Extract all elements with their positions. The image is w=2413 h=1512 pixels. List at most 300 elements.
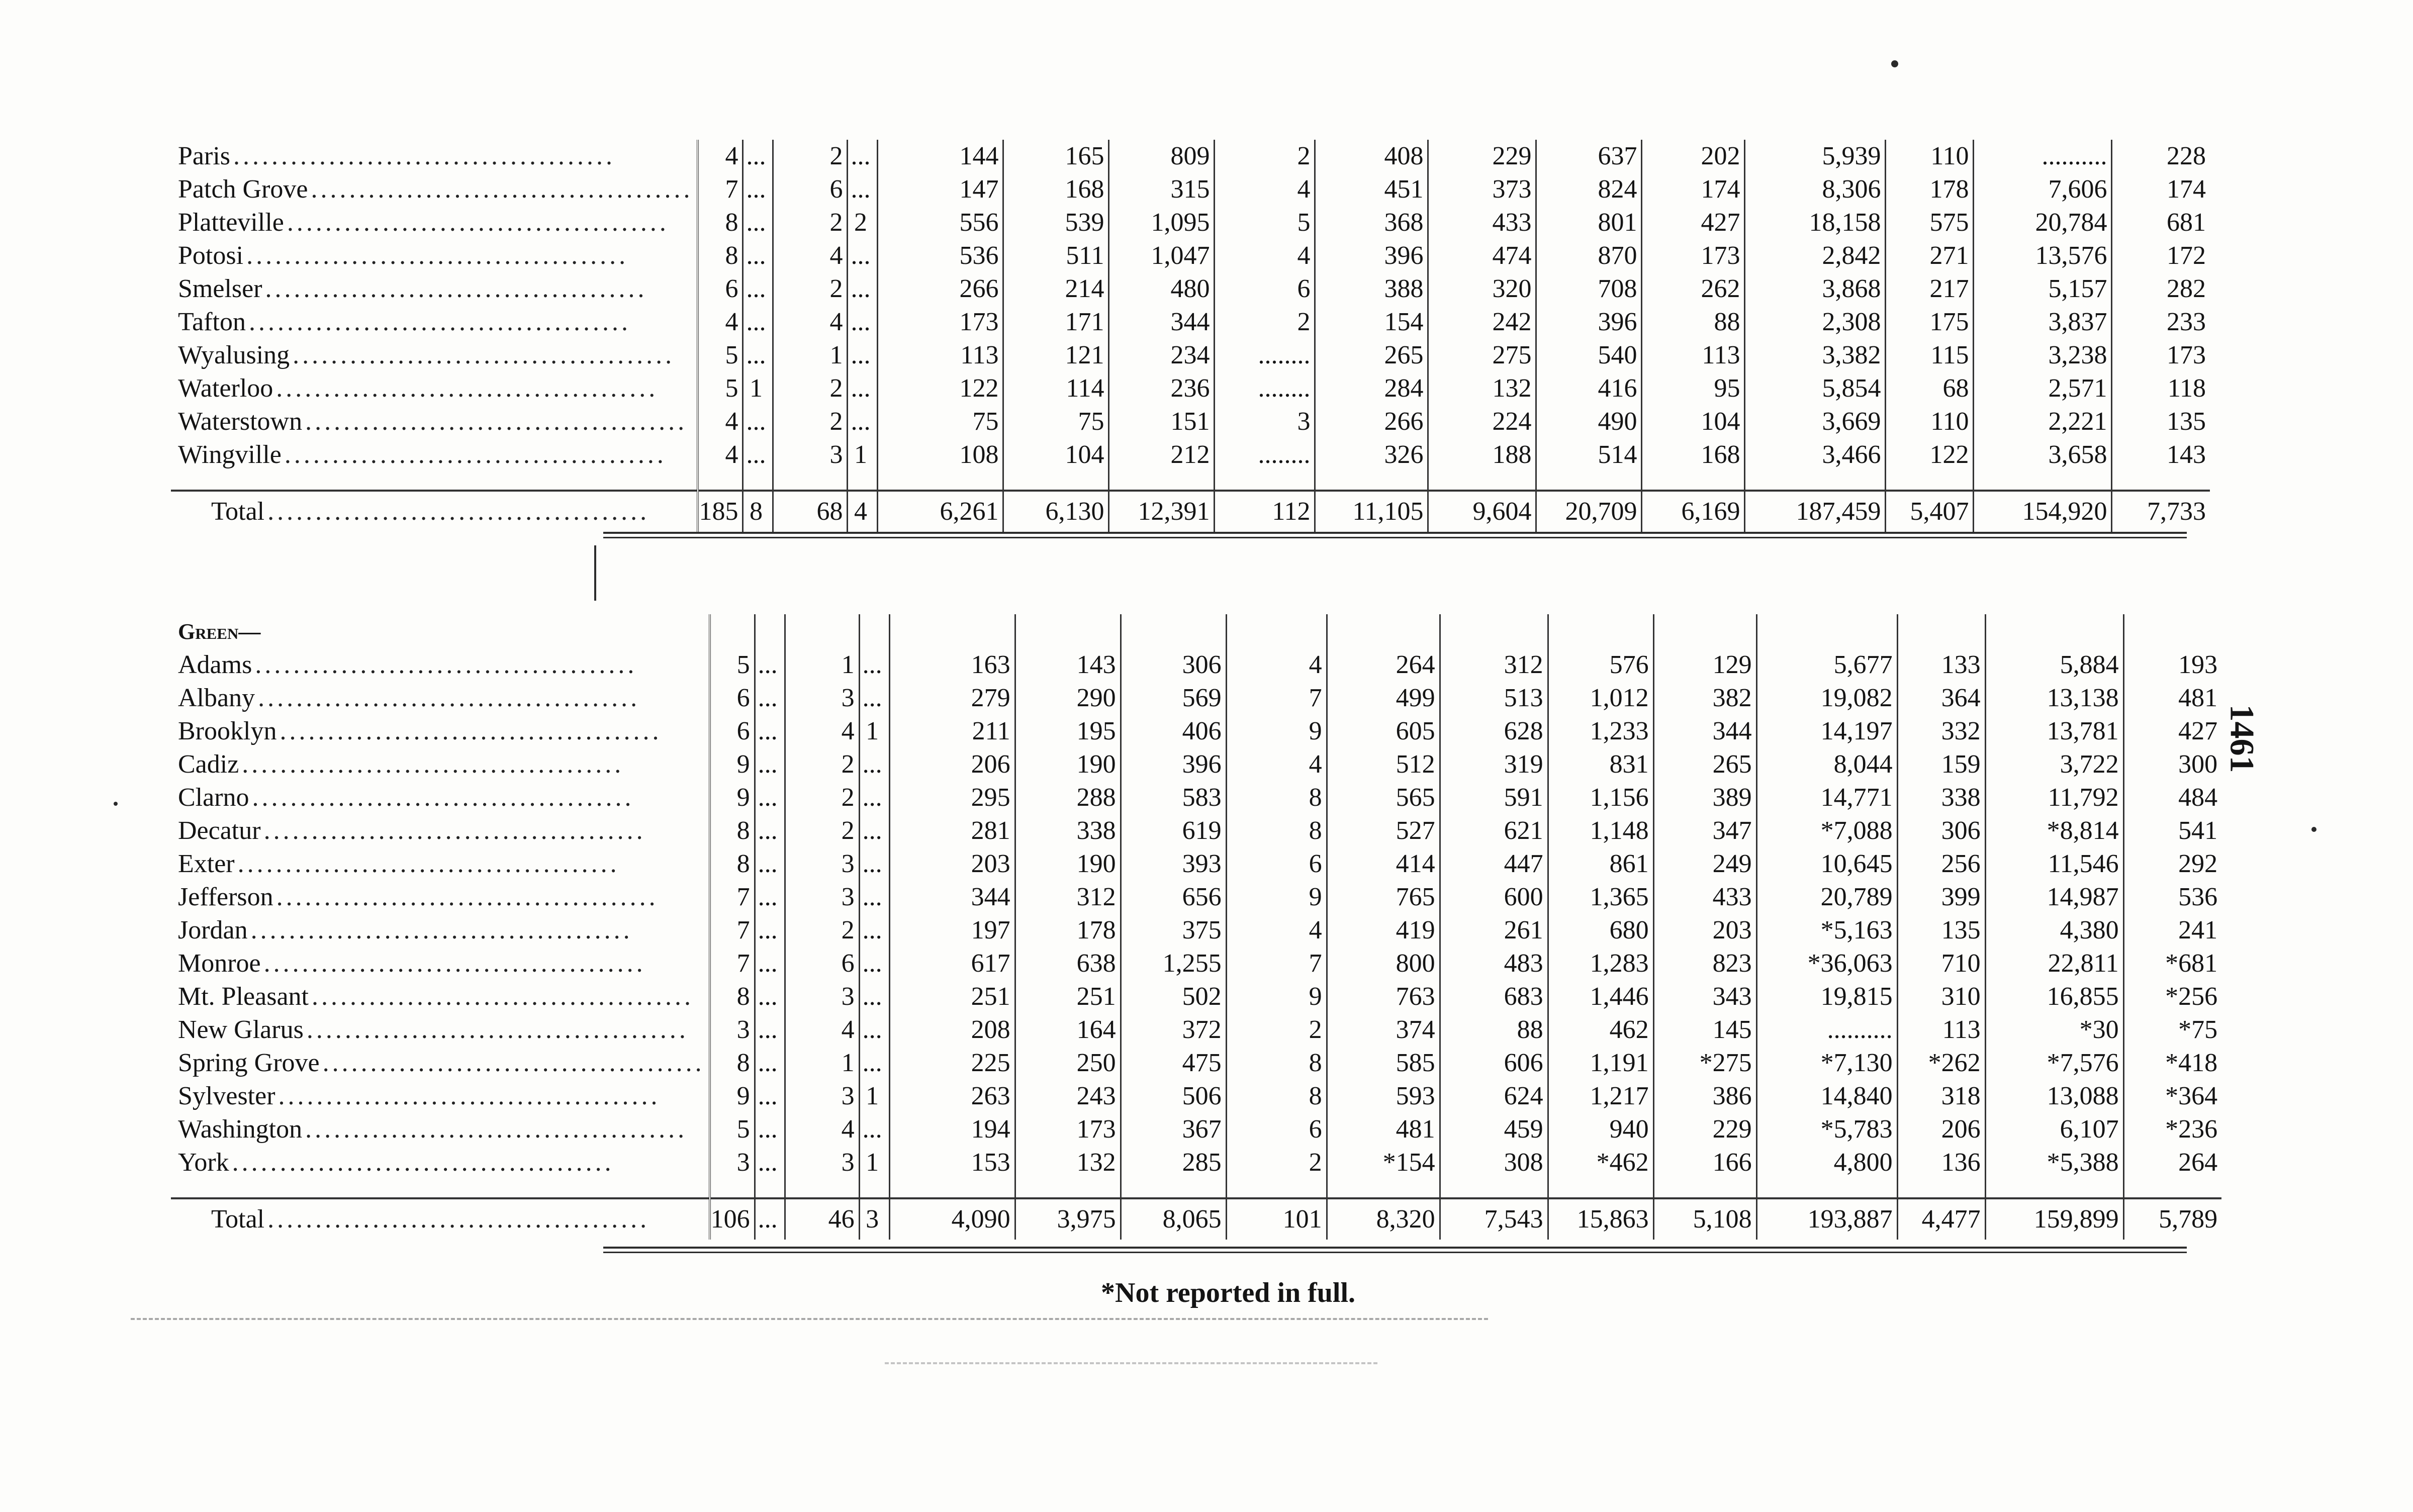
value-cell: 16,855 bbox=[1985, 980, 2123, 1013]
value-cell: 393 bbox=[1121, 847, 1226, 881]
value-cell: 6 bbox=[773, 173, 848, 206]
value-cell: 617 bbox=[889, 947, 1015, 980]
value-cell: 375 bbox=[1121, 914, 1226, 947]
town-name-cell bbox=[171, 881, 710, 914]
value-cell: 4 bbox=[698, 438, 743, 471]
town-name: Exter bbox=[178, 849, 238, 878]
value-cell: 638 bbox=[1015, 947, 1121, 980]
value-cell: .......... bbox=[1974, 140, 2112, 173]
value-cell: 188 bbox=[1428, 438, 1536, 471]
value-cell: 271 bbox=[1886, 239, 1974, 272]
value-cell: 513 bbox=[1440, 682, 1548, 715]
empty-cell bbox=[1536, 471, 1642, 491]
value-cell: 861 bbox=[1548, 847, 1653, 881]
value-cell: 427 bbox=[2178, 717, 2218, 745]
value-cell: ... bbox=[859, 781, 889, 814]
value-cell: 565 bbox=[1327, 781, 1440, 814]
value-cell: 382 bbox=[1653, 682, 1756, 715]
value-cell: 575 bbox=[1886, 206, 1974, 239]
town-name-cell bbox=[171, 715, 710, 748]
value-cell: .......... bbox=[1756, 1013, 1897, 1047]
value-cell: *5,783 bbox=[1756, 1113, 1897, 1146]
value-cell: ... bbox=[755, 914, 785, 947]
total-value-cell: 4 bbox=[848, 491, 878, 532]
value-cell: *418 bbox=[2165, 1049, 2218, 1077]
value-cell: 18,158 bbox=[1745, 206, 1886, 239]
value-cell: 474 bbox=[1428, 239, 1536, 272]
value-cell: 113 bbox=[1642, 339, 1745, 372]
value-cell: *256 bbox=[2165, 982, 2218, 1011]
value-cell: ... bbox=[859, 847, 889, 881]
value-cell: 3 bbox=[785, 682, 859, 715]
total-value-cell: 9,604 bbox=[1428, 491, 1536, 532]
value-cell: 168 bbox=[1003, 173, 1109, 206]
value-cell: 202 bbox=[1642, 140, 1745, 173]
town-name: Sylvester bbox=[178, 1082, 279, 1110]
empty-cell bbox=[1015, 614, 1121, 648]
value-cell: 9 bbox=[710, 748, 755, 781]
value-cell: 173 bbox=[1015, 1113, 1121, 1146]
empty-cell bbox=[1985, 614, 2123, 648]
value-cell: 5,157 bbox=[1974, 272, 2112, 306]
value-cell: *30 bbox=[1985, 1013, 2123, 1047]
value-cell: 225 bbox=[889, 1047, 1015, 1080]
value-cell: 536 bbox=[2178, 883, 2218, 911]
value-cell: 511 bbox=[1003, 239, 1109, 272]
value-cell: 266 bbox=[1315, 405, 1428, 438]
value-cell: ... bbox=[859, 980, 889, 1013]
value-cell: 241 bbox=[2178, 916, 2218, 944]
value-cell: 2 bbox=[1215, 140, 1315, 173]
value-cell: 174 bbox=[2166, 175, 2206, 204]
town-name: Decatur bbox=[178, 816, 264, 845]
leader-dots: ........................................ bbox=[311, 982, 694, 1011]
value-cell: ... bbox=[859, 1047, 889, 1080]
value-cell: 262 bbox=[1642, 272, 1745, 306]
value-cell: 8 bbox=[710, 814, 755, 847]
county-heading-row bbox=[171, 614, 2221, 648]
value-cell: 4 bbox=[773, 306, 848, 339]
table-row bbox=[171, 682, 2221, 715]
table-row bbox=[171, 206, 2210, 239]
leader-dots: ........................................ bbox=[242, 750, 624, 779]
value-cell: 14,771 bbox=[1756, 781, 1897, 814]
value-cell: ... bbox=[848, 306, 878, 339]
empty-cell bbox=[1215, 471, 1315, 491]
town-name: Platteville bbox=[178, 208, 287, 237]
empty-cell bbox=[889, 614, 1015, 648]
town-name-cell bbox=[171, 847, 710, 881]
value-cell: 585 bbox=[1327, 1047, 1440, 1080]
town-name-cell bbox=[171, 814, 710, 847]
value-cell: 151 bbox=[1109, 405, 1215, 438]
total-value-cell: 5,407 bbox=[1886, 491, 1974, 532]
value-cell: 279 bbox=[889, 682, 1015, 715]
value-cell: ... bbox=[743, 272, 773, 306]
town-name-cell bbox=[171, 1113, 710, 1146]
value-cell: 178 bbox=[1886, 173, 1974, 206]
town-name-cell bbox=[171, 748, 710, 781]
value-cell: 637 bbox=[1536, 140, 1642, 173]
value-cell: 195 bbox=[1015, 715, 1121, 748]
value-cell: 1,255 bbox=[1121, 947, 1226, 980]
value-cell: 1,283 bbox=[1548, 947, 1653, 980]
town-name-cell bbox=[171, 1047, 710, 1080]
vertical-bracket-rule bbox=[594, 545, 596, 601]
value-cell: 264 bbox=[1327, 648, 1440, 682]
value-cell: 133 bbox=[1897, 648, 1985, 682]
value-cell: 5 bbox=[710, 648, 755, 682]
value-cell: 406 bbox=[1121, 715, 1226, 748]
value-cell: 4 bbox=[1215, 239, 1315, 272]
value-cell: 809 bbox=[1109, 140, 1215, 173]
total-value-cell: 8,320 bbox=[1327, 1198, 1440, 1240]
value-cell: 282 bbox=[2166, 274, 2206, 303]
value-cell: 121 bbox=[1003, 339, 1109, 372]
value-cell: 512 bbox=[1327, 748, 1440, 781]
empty-cell bbox=[2123, 1179, 2221, 1198]
value-cell: 256 bbox=[1897, 847, 1985, 881]
value-cell: 490 bbox=[1536, 405, 1642, 438]
value-cell: 318 bbox=[1897, 1080, 1985, 1113]
total-value-cell: 6,169 bbox=[1642, 491, 1745, 532]
empty-cell bbox=[1015, 1179, 1121, 1198]
value-cell: 344 bbox=[1109, 306, 1215, 339]
town-name: Tafton bbox=[178, 308, 249, 336]
value-cell: 5 bbox=[1215, 206, 1315, 239]
value-cell: 2,308 bbox=[1745, 306, 1886, 339]
value-cell: 8,306 bbox=[1745, 173, 1886, 206]
value-cell: 2 bbox=[773, 405, 848, 438]
value-cell: 447 bbox=[1440, 847, 1548, 881]
value-cell: 4 bbox=[698, 405, 743, 438]
total-value-cell: 20,709 bbox=[1536, 491, 1642, 532]
value-cell: *5,163 bbox=[1756, 914, 1897, 947]
value-cell: 14,987 bbox=[1985, 881, 2123, 914]
value-cell: 4 bbox=[785, 715, 859, 748]
value-cell: 206 bbox=[889, 748, 1015, 781]
value-cell: 9 bbox=[1226, 881, 1327, 914]
town-name: Mt. Pleasant bbox=[178, 982, 312, 1011]
town-name-cell bbox=[171, 140, 698, 173]
value-cell: 800 bbox=[1327, 947, 1440, 980]
value-cell: 1 bbox=[848, 438, 878, 471]
empty-cell bbox=[1548, 614, 1653, 648]
leader-dots: ........................................ bbox=[232, 1148, 614, 1177]
value-cell: 481 bbox=[1327, 1113, 1440, 1146]
value-cell: 143 bbox=[1015, 648, 1121, 682]
table-row bbox=[171, 781, 2221, 814]
table-row bbox=[171, 438, 2210, 471]
value-cell: *681 bbox=[2165, 949, 2218, 978]
total-value-cell: 4,477 bbox=[1897, 1198, 1985, 1240]
empty-cell bbox=[859, 1179, 889, 1198]
value-cell: 1 bbox=[859, 715, 889, 748]
value-cell: *7,088 bbox=[1756, 814, 1897, 847]
value-cell: 4 bbox=[785, 1113, 859, 1146]
table-row bbox=[171, 847, 2221, 881]
value-cell: *8,814 bbox=[1985, 814, 2123, 847]
empty-cell bbox=[1886, 471, 1974, 491]
value-cell: 8 bbox=[698, 239, 743, 272]
section-divider-rule bbox=[603, 532, 2187, 534]
leader-dots: ........................................ bbox=[305, 1115, 688, 1144]
value-cell: ... bbox=[755, 1113, 785, 1146]
town-name: Brooklyn bbox=[178, 717, 280, 745]
value-cell: *75 bbox=[2178, 1015, 2218, 1044]
town-name: Patch Grove bbox=[178, 175, 311, 204]
value-cell: 285 bbox=[1121, 1146, 1226, 1179]
value-cell: 481 bbox=[2178, 684, 2218, 712]
value-cell: 13,576 bbox=[1974, 239, 2112, 272]
value-cell: 332 bbox=[1897, 715, 1985, 748]
table-row bbox=[171, 272, 2210, 306]
value-cell: 4 bbox=[1226, 914, 1327, 947]
value-cell: *262 bbox=[1897, 1047, 1985, 1080]
value-cell: 281 bbox=[889, 814, 1015, 847]
value-cell: 20,784 bbox=[1974, 206, 2112, 239]
value-cell: 13,138 bbox=[1985, 682, 2123, 715]
value-cell: 229 bbox=[1428, 140, 1536, 173]
value-cell: 265 bbox=[1653, 748, 1756, 781]
value-cell: 1 bbox=[785, 648, 859, 682]
empty-cell bbox=[743, 471, 773, 491]
value-cell: 108 bbox=[878, 438, 1003, 471]
town-name: Cadiz bbox=[178, 750, 242, 779]
leader-dots: ........................................ bbox=[305, 407, 688, 436]
total-row bbox=[171, 1198, 2221, 1240]
value-cell: 399 bbox=[1897, 881, 1985, 914]
value-cell: 343 bbox=[1653, 980, 1756, 1013]
value-cell: 801 bbox=[1536, 206, 1642, 239]
value-cell: 153 bbox=[889, 1146, 1015, 1179]
value-cell: 88 bbox=[1642, 306, 1745, 339]
empty-cell bbox=[2112, 471, 2210, 491]
value-cell: 1,233 bbox=[1548, 715, 1653, 748]
value-cell: 6 bbox=[698, 272, 743, 306]
value-cell: 312 bbox=[1015, 881, 1121, 914]
value-cell: 569 bbox=[1121, 682, 1226, 715]
leader-dots: ........................................ bbox=[237, 849, 620, 878]
value-cell: 1 bbox=[859, 1146, 889, 1179]
value-cell: 7 bbox=[1226, 682, 1327, 715]
value-cell: 13,781 bbox=[1985, 715, 2123, 748]
value-cell: 163 bbox=[889, 648, 1015, 682]
value-cell: 556 bbox=[878, 206, 1003, 239]
leader-dots: ........................................ bbox=[263, 949, 646, 978]
empty-cell bbox=[755, 614, 785, 648]
leader-dots: ........................................ bbox=[276, 883, 659, 911]
value-cell: 251 bbox=[889, 980, 1015, 1013]
value-cell: 6 bbox=[710, 682, 755, 715]
value-cell: ... bbox=[743, 173, 773, 206]
town-name-cell bbox=[171, 173, 698, 206]
value-cell: 5,677 bbox=[1756, 648, 1897, 682]
value-cell: ... bbox=[859, 682, 889, 715]
town-name-cell bbox=[171, 405, 698, 438]
value-cell: 88 bbox=[1440, 1013, 1548, 1047]
county-name: Green— bbox=[178, 619, 261, 644]
value-cell: 459 bbox=[1440, 1113, 1548, 1146]
value-cell: 3 bbox=[785, 1146, 859, 1179]
value-cell: 203 bbox=[1653, 914, 1756, 947]
town-name-cell bbox=[171, 1146, 710, 1179]
table-row bbox=[171, 648, 2221, 682]
leader-dots: ........................................ bbox=[276, 374, 659, 403]
value-cell: 251 bbox=[1015, 980, 1121, 1013]
value-cell: 4 bbox=[785, 1013, 859, 1047]
value-cell: 122 bbox=[878, 372, 1003, 405]
value-cell: 2 bbox=[785, 914, 859, 947]
value-cell: 5 bbox=[710, 1113, 755, 1146]
table-row bbox=[171, 372, 2210, 405]
value-cell: ... bbox=[755, 1013, 785, 1047]
value-cell: 320 bbox=[1428, 272, 1536, 306]
value-cell: 484 bbox=[2178, 783, 2218, 812]
spacer-row bbox=[171, 471, 2210, 491]
value-cell: 1,156 bbox=[1548, 781, 1653, 814]
value-cell: ... bbox=[755, 748, 785, 781]
empty-cell bbox=[889, 1179, 1015, 1198]
value-cell: ... bbox=[848, 372, 878, 405]
leader-dots: ........................................ bbox=[255, 650, 637, 679]
value-cell: 7 bbox=[698, 173, 743, 206]
value-cell: ... bbox=[848, 405, 878, 438]
town-name: Smelser bbox=[178, 274, 265, 303]
leader-dots: ........................................ bbox=[278, 1082, 661, 1110]
value-cell: 194 bbox=[889, 1113, 1015, 1146]
value-cell: 593 bbox=[1327, 1080, 1440, 1113]
value-cell: ... bbox=[755, 947, 785, 980]
value-cell: ... bbox=[743, 306, 773, 339]
value-cell: 2 bbox=[1226, 1146, 1327, 1179]
value-cell: 386 bbox=[1653, 1080, 1756, 1113]
value-cell: ... bbox=[743, 206, 773, 239]
value-cell: 372 bbox=[1121, 1013, 1226, 1047]
value-cell: 9 bbox=[1226, 715, 1327, 748]
value-cell: 171 bbox=[1003, 306, 1109, 339]
value-cell: *462 bbox=[1548, 1146, 1653, 1179]
value-cell: 236 bbox=[1109, 372, 1215, 405]
empty-cell bbox=[1003, 471, 1109, 491]
value-cell: 5 bbox=[698, 339, 743, 372]
value-cell: 6,107 bbox=[1985, 1113, 2123, 1146]
value-cell: ... bbox=[859, 1113, 889, 1146]
value-cell: 344 bbox=[889, 881, 1015, 914]
value-cell: 539 bbox=[1003, 206, 1109, 239]
value-cell: 1,446 bbox=[1548, 980, 1653, 1013]
value-cell: 5,854 bbox=[1745, 372, 1886, 405]
empty-cell bbox=[773, 471, 848, 491]
value-cell: 576 bbox=[1548, 648, 1653, 682]
ink-speck bbox=[2311, 827, 2316, 832]
empty-cell bbox=[1653, 614, 1756, 648]
value-cell: 136 bbox=[1897, 1146, 1985, 1179]
total-label-cell bbox=[171, 1198, 710, 1240]
value-cell: 19,082 bbox=[1756, 682, 1897, 715]
table-row bbox=[171, 947, 2221, 980]
value-cell: 122 bbox=[1886, 438, 1974, 471]
empty-cell bbox=[1548, 1179, 1653, 1198]
empty-cell bbox=[1653, 1179, 1756, 1198]
value-cell: 224 bbox=[1428, 405, 1536, 438]
value-cell: ... bbox=[848, 272, 878, 306]
leader-dots: ........................................ bbox=[306, 1015, 689, 1044]
value-cell: ........ bbox=[1215, 372, 1315, 405]
value-cell: ... bbox=[848, 239, 878, 272]
value-cell: 338 bbox=[1897, 781, 1985, 814]
bottom-double-rule bbox=[603, 1247, 2187, 1249]
leader-dots: ........................................ bbox=[246, 241, 629, 270]
value-cell: 290 bbox=[1015, 682, 1121, 715]
value-cell: 367 bbox=[1121, 1113, 1226, 1146]
ink-speck bbox=[1891, 60, 1898, 67]
value-cell: 2 bbox=[785, 781, 859, 814]
leader-dots: ........................................ bbox=[287, 208, 669, 237]
town-name: Washington bbox=[178, 1115, 305, 1144]
value-cell: 10,645 bbox=[1756, 847, 1897, 881]
value-cell: 3,658 bbox=[1974, 438, 2112, 471]
empty-cell bbox=[878, 471, 1003, 491]
value-cell: ... bbox=[743, 239, 773, 272]
value-cell: 5,884 bbox=[1985, 648, 2123, 682]
value-cell: 190 bbox=[1015, 847, 1121, 881]
value-cell: *364 bbox=[2165, 1082, 2218, 1110]
empty-cell bbox=[1327, 1179, 1440, 1198]
empty-cell bbox=[785, 614, 859, 648]
value-cell: 114 bbox=[1003, 372, 1109, 405]
total-value-cell: 5,108 bbox=[1653, 1198, 1756, 1240]
bottom-double-rule bbox=[603, 1252, 2187, 1253]
value-cell: 5,939 bbox=[1745, 140, 1886, 173]
value-cell: 3 bbox=[710, 1013, 755, 1047]
total-row bbox=[171, 491, 2210, 532]
value-cell: 1,148 bbox=[1548, 814, 1653, 847]
value-cell: 292 bbox=[2178, 849, 2218, 878]
value-cell: 19,815 bbox=[1756, 980, 1897, 1013]
total-value-cell: 159,899 bbox=[1985, 1198, 2123, 1240]
value-cell: 2 bbox=[785, 748, 859, 781]
leader-dots: ........................................ bbox=[258, 684, 640, 712]
value-cell: 168 bbox=[1642, 438, 1745, 471]
total-value-cell: 11,105 bbox=[1315, 491, 1428, 532]
value-cell: 680 bbox=[1548, 914, 1653, 947]
value-cell: ... bbox=[755, 648, 785, 682]
value-cell: 300 bbox=[2178, 750, 2218, 779]
value-cell: 197 bbox=[889, 914, 1015, 947]
value-cell: 8 bbox=[1226, 814, 1327, 847]
value-cell: ... bbox=[743, 339, 773, 372]
value-cell: 147 bbox=[878, 173, 1003, 206]
value-cell: ... bbox=[755, 847, 785, 881]
value-cell: 145 bbox=[1653, 1013, 1756, 1047]
total-value-cell: 15,863 bbox=[1548, 1198, 1653, 1240]
value-cell: 203 bbox=[889, 847, 1015, 881]
leader-dots: ........................................ bbox=[322, 1049, 705, 1077]
value-cell: 480 bbox=[1109, 272, 1215, 306]
table-row bbox=[171, 980, 2221, 1013]
value-cell: 347 bbox=[1653, 814, 1756, 847]
value-cell: 242 bbox=[1428, 306, 1536, 339]
value-cell: 344 bbox=[1653, 715, 1756, 748]
value-cell: *7,576 bbox=[1985, 1047, 2123, 1080]
empty-cell bbox=[1756, 1179, 1897, 1198]
value-cell: 8 bbox=[710, 980, 755, 1013]
value-cell: 373 bbox=[1428, 173, 1536, 206]
total-value-cell: 193,887 bbox=[1756, 1198, 1897, 1240]
town-name: Monroe bbox=[178, 949, 264, 978]
town-name-cell bbox=[171, 239, 698, 272]
